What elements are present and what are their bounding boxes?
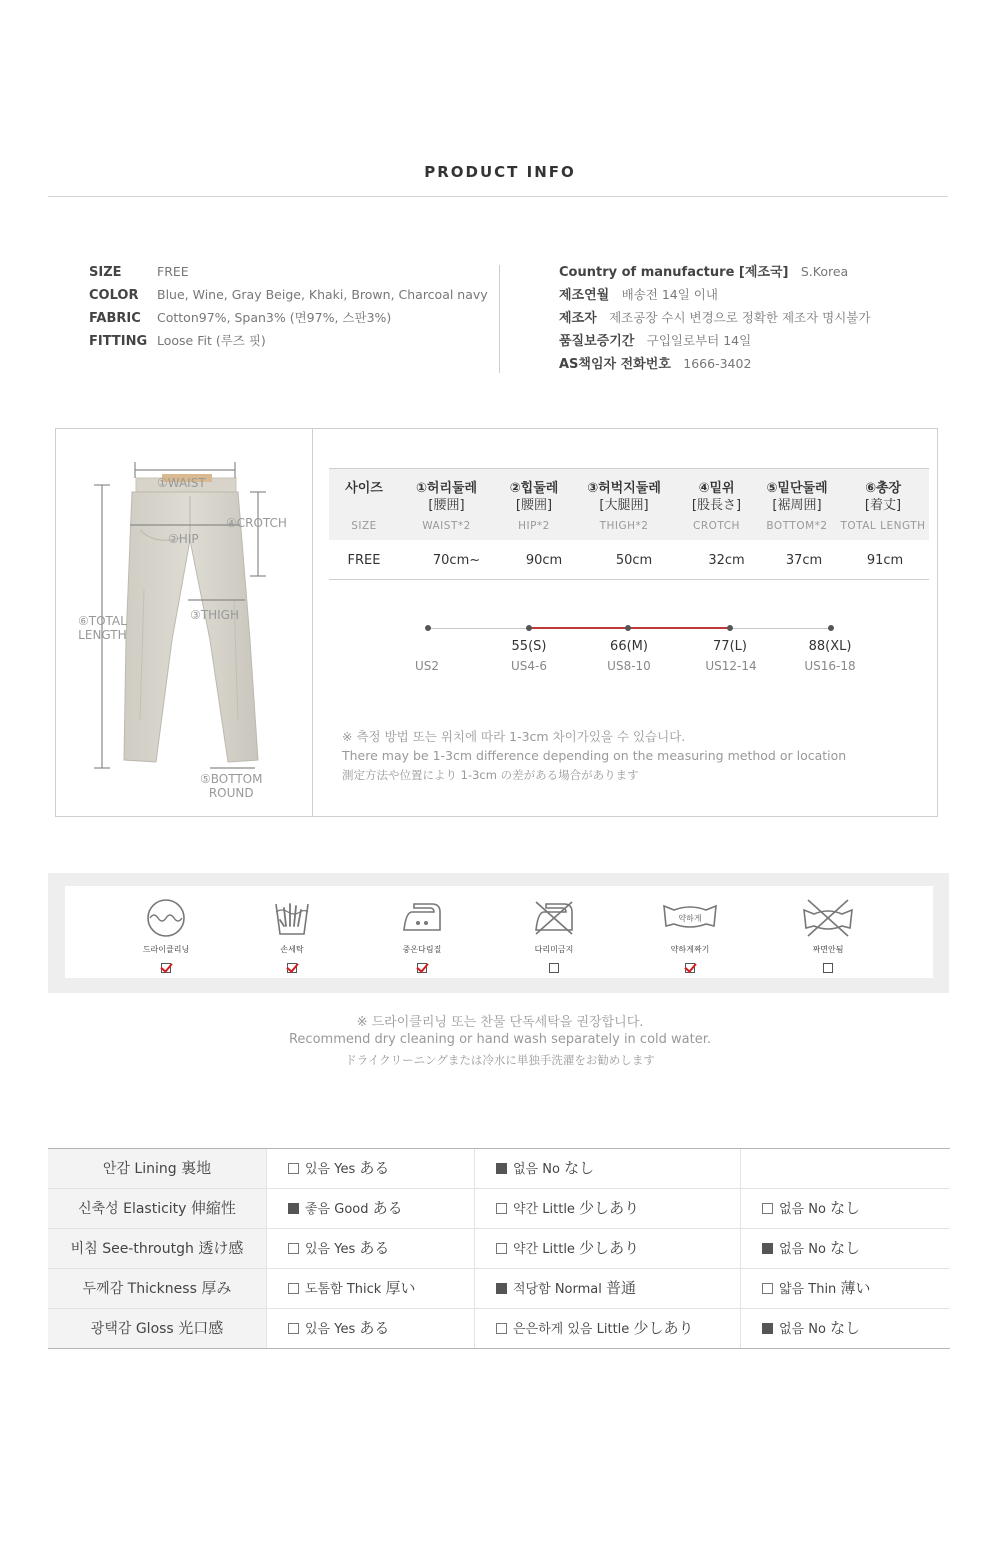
option-en: No bbox=[808, 1202, 826, 1217]
wash-item-iron bbox=[382, 896, 462, 977]
property-name-ko: 두께감 bbox=[82, 1281, 124, 1297]
property-name-en: Elasticity bbox=[123, 1201, 187, 1217]
property-name-en: Lining bbox=[134, 1161, 177, 1177]
option-ko: 없음 bbox=[779, 1202, 805, 1217]
property-name-jp: 伸縮性 bbox=[190, 1199, 236, 1217]
size-table-bottom-rule bbox=[329, 579, 929, 580]
option-en: Good bbox=[334, 1202, 369, 1217]
info-color bbox=[89, 285, 488, 308]
property-row-thickness bbox=[48, 1269, 950, 1309]
option-jp: 薄い bbox=[840, 1279, 871, 1297]
size-scale-label: 55(S) bbox=[511, 639, 547, 654]
wash-label: 손세탁 bbox=[280, 945, 304, 954]
info-label: FABRIC bbox=[89, 311, 141, 326]
size-scale-us: US8-10 bbox=[607, 659, 651, 673]
size-table-header bbox=[329, 468, 929, 540]
option-checkbox[interactable] bbox=[496, 1323, 507, 1334]
property-option[interactable] bbox=[474, 1269, 740, 1308]
info-label: 품질보증기간 bbox=[559, 334, 635, 349]
info-value: 구입일로부터 14일 bbox=[646, 333, 752, 348]
wash-item-dry-clean bbox=[126, 896, 206, 977]
wash-note: Recommend dry cleaning or hand wash separately in cold water. bbox=[288, 1032, 711, 1047]
info-divider bbox=[499, 265, 500, 373]
size-scale-label: 66(M) bbox=[610, 639, 648, 654]
option-en: No bbox=[808, 1242, 826, 1257]
property-option[interactable] bbox=[266, 1149, 474, 1188]
size-scale-label: 88(XL) bbox=[808, 639, 852, 654]
wash-label: 드라이클리닝 bbox=[142, 945, 190, 954]
property-name-jp: 光口感 bbox=[178, 1319, 224, 1337]
property-option[interactable] bbox=[474, 1189, 740, 1228]
info-label: FITTING bbox=[89, 334, 148, 349]
info-fabric bbox=[89, 308, 488, 331]
option-checkbox[interactable] bbox=[496, 1243, 507, 1254]
td-hip: 90cm bbox=[525, 553, 563, 568]
property-name bbox=[48, 1149, 266, 1188]
option-ko: 약간 bbox=[513, 1242, 539, 1257]
size-note: 測定方法や位置により 1-3cm の差がある場合があります bbox=[342, 768, 639, 782]
option-en: Little bbox=[596, 1322, 630, 1337]
option-ko: 없음 bbox=[513, 1162, 539, 1177]
option-checkbox[interactable] bbox=[762, 1203, 773, 1214]
option-jp: ある bbox=[372, 1199, 403, 1217]
th-en: WAIST*2 bbox=[422, 520, 471, 532]
property-name-ko: 안감 bbox=[102, 1161, 130, 1177]
option-checkbox[interactable] bbox=[762, 1243, 773, 1254]
wash-checkbox[interactable] bbox=[549, 963, 559, 973]
size-note: ※ 측정 방법 또는 위치에 따라 1-3cm 차이가있을 수 있습니다. bbox=[342, 729, 686, 744]
option-jp: ある bbox=[359, 1159, 390, 1177]
option-ko: 없음 bbox=[779, 1322, 805, 1337]
property-name-ko: 비침 bbox=[70, 1241, 98, 1257]
td-bottom: 37cm bbox=[785, 553, 823, 568]
property-name-en: See-throutgh bbox=[102, 1241, 194, 1257]
size-box-divider bbox=[312, 428, 313, 817]
th-ko: ⑥총장 bbox=[864, 481, 902, 496]
property-row-lining bbox=[48, 1149, 950, 1189]
property-option-empty bbox=[740, 1149, 950, 1188]
th-kanji: [腰囲] bbox=[515, 498, 553, 513]
wash-checkbox[interactable] bbox=[823, 963, 833, 973]
property-name-jp: 裏地 bbox=[181, 1159, 212, 1177]
wash-checkbox[interactable] bbox=[287, 963, 297, 973]
measure-label-bottom bbox=[200, 772, 262, 800]
td-waist: 70cm~ bbox=[432, 553, 481, 568]
property-option[interactable] bbox=[740, 1269, 950, 1308]
option-checkbox[interactable] bbox=[762, 1323, 773, 1334]
option-ko: 은은하게 있음 bbox=[513, 1322, 593, 1337]
option-ko: 적당함 bbox=[513, 1282, 551, 1297]
size-scale-us: US4-6 bbox=[511, 659, 547, 673]
info-value: Loose Fit (루즈 핏) bbox=[157, 333, 266, 348]
th-kanji: [着丈] bbox=[864, 498, 902, 513]
th-kanji: [裾周囲] bbox=[772, 498, 822, 513]
th-kanji: [腰囲] bbox=[428, 498, 465, 513]
wash-label: 중온다림질 bbox=[402, 945, 442, 954]
td-total: 91cm bbox=[866, 553, 904, 568]
info-left bbox=[89, 262, 488, 354]
info-country bbox=[559, 262, 870, 285]
wash-checkbox[interactable] bbox=[417, 963, 427, 973]
hand-wash-icon bbox=[270, 896, 314, 940]
property-option[interactable] bbox=[474, 1309, 740, 1348]
wash-checkbox[interactable] bbox=[161, 963, 171, 973]
option-checkbox[interactable] bbox=[288, 1203, 299, 1214]
option-checkbox[interactable] bbox=[496, 1283, 507, 1294]
property-name-ko: 광택감 bbox=[90, 1321, 132, 1337]
property-row-see-through bbox=[48, 1229, 950, 1269]
iron-medium-icon bbox=[400, 896, 444, 940]
info-value: S.Korea bbox=[800, 264, 849, 279]
property-table bbox=[48, 1148, 950, 1349]
option-ko: 도톰함 bbox=[305, 1282, 343, 1297]
th-kanji: [股長さ] bbox=[691, 498, 742, 513]
info-as-phone bbox=[559, 354, 870, 377]
option-en: Yes bbox=[334, 1242, 356, 1257]
measure-label-thigh: ③THIGH bbox=[190, 608, 239, 622]
property-name-en: Gloss bbox=[135, 1321, 174, 1337]
info-label: COLOR bbox=[89, 288, 139, 303]
option-jp: 少しあり bbox=[579, 1239, 640, 1257]
th-ko: ②힙둘레 bbox=[509, 481, 559, 496]
property-name bbox=[48, 1229, 266, 1268]
option-checkbox[interactable] bbox=[288, 1283, 299, 1294]
info-mfg-date bbox=[559, 285, 870, 308]
option-jp: 少しあり bbox=[579, 1199, 640, 1217]
th-crotch bbox=[679, 477, 754, 532]
info-value: 배송전 14일 이내 bbox=[621, 287, 718, 302]
info-value: 1666-3402 bbox=[683, 356, 752, 371]
th-ko: ⑤밑단둘레 bbox=[766, 481, 828, 496]
th-ko: ④밑위 bbox=[698, 481, 735, 496]
size-scale-us: US16-18 bbox=[804, 659, 856, 673]
th-en: BOTTOM*2 bbox=[766, 520, 828, 532]
option-checkbox[interactable] bbox=[762, 1283, 773, 1294]
page-title: PRODUCT INFO bbox=[424, 163, 576, 181]
option-ko: 있음 bbox=[305, 1162, 331, 1177]
size-scale-dot bbox=[625, 625, 631, 631]
option-ko: 있음 bbox=[305, 1242, 331, 1257]
measure-label-crotch: ④CROTCH bbox=[226, 516, 287, 530]
measure-label-waist: ①WAIST bbox=[157, 476, 206, 490]
size-scale-dot bbox=[727, 625, 733, 631]
option-en: No bbox=[542, 1162, 560, 1177]
wash-item-no-iron bbox=[514, 896, 594, 977]
option-jp: なし bbox=[564, 1159, 595, 1177]
measure-label-total-2: LENGTH bbox=[78, 628, 127, 642]
measure-label-bottom-2: ROUND bbox=[208, 786, 254, 800]
option-en: Thin bbox=[808, 1282, 837, 1297]
wash-item-hand-wash bbox=[252, 896, 332, 977]
info-fitting bbox=[89, 331, 488, 354]
wash-label: 짜면안됨 bbox=[812, 945, 844, 954]
info-label: SIZE bbox=[89, 265, 122, 280]
wash-label: 약하게짜기 bbox=[670, 945, 710, 954]
property-row-gloss bbox=[48, 1309, 950, 1349]
info-value: 제조공장 수시 변경으로 정확한 제조자 명시불가 bbox=[609, 310, 871, 325]
th-hip bbox=[494, 477, 574, 532]
wash-item-no-wring bbox=[788, 896, 868, 977]
th-total bbox=[837, 477, 929, 532]
option-en: No bbox=[808, 1322, 826, 1337]
property-name-en: Thickness bbox=[127, 1281, 197, 1297]
option-ko: 약간 bbox=[513, 1202, 539, 1217]
option-jp: 少しあり bbox=[633, 1319, 694, 1337]
wash-item-gentle-wring bbox=[650, 896, 730, 977]
option-checkbox[interactable] bbox=[496, 1203, 507, 1214]
option-jp: ある bbox=[359, 1319, 390, 1337]
option-ko: 좋음 bbox=[305, 1202, 331, 1217]
td-size: FREE bbox=[347, 553, 381, 568]
option-en: Yes bbox=[334, 1162, 356, 1177]
info-label: Country of manufacture [제조국] bbox=[559, 265, 789, 280]
property-option[interactable] bbox=[266, 1309, 474, 1348]
size-scale-dot bbox=[828, 625, 834, 631]
property-row-elasticity bbox=[48, 1189, 950, 1229]
info-size bbox=[89, 262, 488, 285]
th-en: SIZE bbox=[351, 520, 377, 532]
th-ko: ①허리둘레 bbox=[415, 481, 478, 496]
measure-label-hip: ②HIP bbox=[168, 532, 199, 546]
info-warranty bbox=[559, 331, 870, 354]
size-scale-dot bbox=[425, 625, 431, 631]
size-scale-label: 77(L) bbox=[713, 639, 747, 654]
wash-label: 다리미금지 bbox=[534, 945, 574, 954]
option-checkbox[interactable] bbox=[288, 1163, 299, 1174]
property-option[interactable] bbox=[266, 1269, 474, 1308]
property-option[interactable] bbox=[740, 1309, 950, 1348]
th-en: TOTAL LENGTH bbox=[840, 520, 926, 532]
info-value: Cotton97%, Span3% (면97%, 스판3%) bbox=[157, 310, 392, 325]
option-checkbox[interactable] bbox=[288, 1323, 299, 1334]
option-en: Thick bbox=[346, 1282, 382, 1297]
property-name-ko: 신축성 bbox=[78, 1201, 119, 1217]
info-label: 제조자 bbox=[559, 311, 597, 326]
wash-checkbox[interactable] bbox=[685, 963, 695, 973]
option-checkbox[interactable] bbox=[288, 1243, 299, 1254]
size-note: There may be 1-3cm difference depending on the measuring method or location bbox=[342, 748, 847, 763]
property-name-jp: 厚み bbox=[201, 1279, 232, 1297]
property-name-jp: 透け感 bbox=[198, 1239, 244, 1257]
th-size bbox=[329, 477, 399, 532]
property-option[interactable] bbox=[266, 1189, 474, 1228]
title-divider bbox=[48, 196, 948, 197]
wash-note: ※ 드라이클리닝 또는 찬물 단독세탁을 권장합니다. bbox=[356, 1015, 644, 1030]
size-scale-us: US12-14 bbox=[705, 659, 757, 673]
property-option[interactable] bbox=[266, 1229, 474, 1268]
size-scale-dot bbox=[526, 625, 532, 631]
measure-label-total-1: ⑥TOTAL bbox=[78, 614, 127, 628]
option-jp: 厚い bbox=[385, 1279, 416, 1297]
info-label: 제조연월 bbox=[559, 288, 610, 303]
td-thigh: 50cm bbox=[615, 553, 653, 568]
th-en: HIP*2 bbox=[518, 520, 550, 532]
size-scale-us: US2 bbox=[414, 659, 440, 673]
property-option[interactable] bbox=[740, 1189, 950, 1228]
option-ko: 있음 bbox=[305, 1322, 331, 1337]
td-crotch: 32cm bbox=[708, 553, 745, 568]
measure-label-bottom-1: ⑤BOTTOM bbox=[200, 772, 263, 786]
th-en: THIGH*2 bbox=[599, 520, 649, 532]
info-value: FREE bbox=[157, 264, 189, 279]
option-jp: 普通 bbox=[606, 1279, 637, 1297]
gentle-wring-icon bbox=[662, 896, 718, 940]
option-jp: なし bbox=[830, 1319, 861, 1337]
property-option[interactable] bbox=[740, 1229, 950, 1268]
option-ko: 없음 bbox=[779, 1242, 805, 1257]
th-kanji: [大腿囲] bbox=[599, 498, 649, 513]
option-en: Normal bbox=[554, 1282, 602, 1297]
th-ko: 사이즈 bbox=[345, 481, 383, 496]
option-en: Yes bbox=[334, 1322, 356, 1337]
option-jp: なし bbox=[830, 1239, 861, 1257]
property-option[interactable] bbox=[474, 1229, 740, 1268]
wash-note: ドライクリーニングまたは冷水に単独手洗濯をお勧めします bbox=[345, 1053, 655, 1067]
th-en: CROTCH bbox=[693, 520, 740, 532]
measure-label-total bbox=[78, 614, 127, 642]
th-bottom bbox=[757, 477, 837, 532]
no-iron-icon bbox=[532, 896, 576, 940]
th-thigh bbox=[574, 477, 674, 532]
info-right bbox=[559, 262, 870, 377]
option-en: Little bbox=[542, 1202, 575, 1217]
option-jp: なし bbox=[830, 1199, 861, 1217]
info-label: AS책임자 전화번호 bbox=[559, 357, 671, 372]
option-ko: 얇음 bbox=[779, 1282, 805, 1297]
info-manufacturer bbox=[559, 308, 870, 331]
size-table-row bbox=[329, 553, 929, 573]
gentle-wring-text: 약하게 bbox=[678, 914, 702, 923]
property-option[interactable] bbox=[474, 1149, 740, 1188]
option-en: Little bbox=[542, 1242, 575, 1257]
no-wring-icon bbox=[802, 896, 854, 940]
dry-clean-icon bbox=[144, 896, 188, 940]
option-jp: ある bbox=[359, 1239, 390, 1257]
th-waist bbox=[399, 477, 494, 532]
property-name bbox=[48, 1189, 266, 1228]
property-name bbox=[48, 1269, 266, 1308]
info-value: Blue, Wine, Gray Beige, Khaki, Brown, Charcoal navy bbox=[157, 287, 488, 302]
th-ko: ③허벅지둘레 bbox=[587, 481, 661, 496]
option-checkbox[interactable] bbox=[496, 1163, 507, 1174]
property-name bbox=[48, 1309, 266, 1348]
th-kanji bbox=[329, 496, 399, 516]
